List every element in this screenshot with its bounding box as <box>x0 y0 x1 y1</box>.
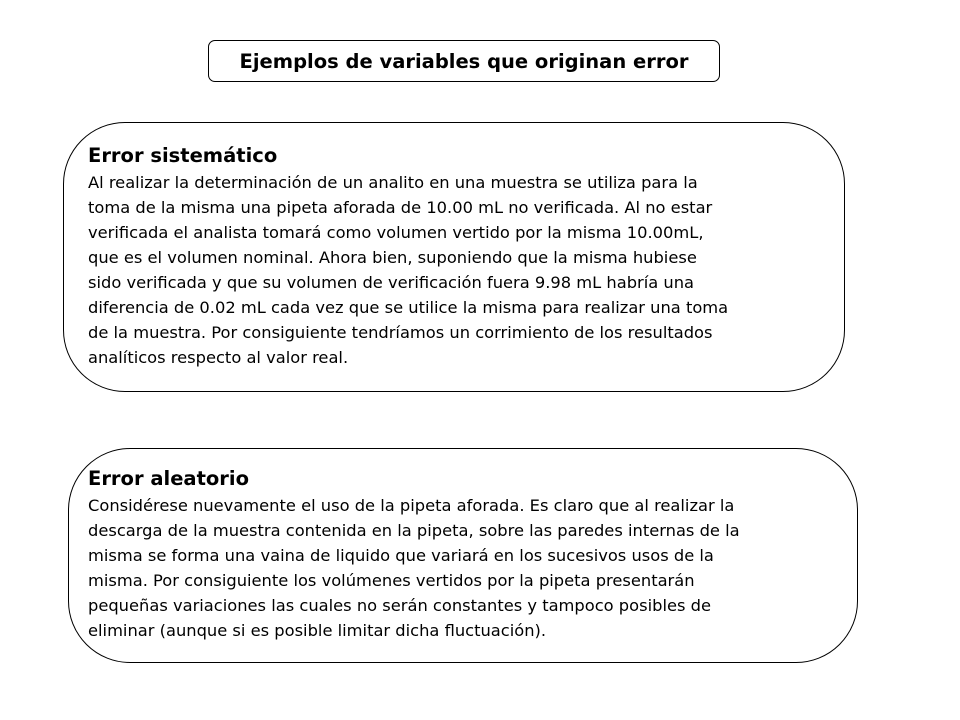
title-box <box>208 40 720 82</box>
systematic-error-line: toma de la misma una pipeta aforada de 10.00 mL no verificada. Al no estar <box>88 198 713 217</box>
random-error-line: pequeñas variaciones las cuales no serán constantes y tampoco posibles de <box>88 596 711 615</box>
random-error-line: eliminar (aunque si es posible limitar dicha fluctuación). <box>88 621 547 640</box>
random-error-line: descarga de la muestra contenida en la pipeta, sobre las paredes internas de la <box>88 521 740 540</box>
random-error-card <box>68 448 858 663</box>
systematic-error-line: que es el volumen nominal. Ahora bien, suponiendo que la misma hubiese <box>88 248 697 267</box>
random-error-line: Considérese nuevamente el uso de la pipeta aforada. Es claro que al realizar la <box>88 496 735 515</box>
systematic-error-card <box>63 122 845 392</box>
systematic-error-line: verificada el analista tomará como volumen vertido por la misma 10.00mL, <box>88 223 704 242</box>
systematic-error-line: Al realizar la determinación de un analito en una muestra se utiliza para la <box>88 173 698 192</box>
random-error-heading: Error aleatorio <box>88 467 249 490</box>
systematic-error-line: de la muestra. Por consiguiente tendríamos un corrimiento de los resultados <box>88 323 713 342</box>
systematic-error-line: analíticos respecto al valor real. <box>88 348 349 367</box>
systematic-error-line: diferencia de 0.02 mL cada vez que se utilice la misma para realizar una toma <box>88 298 729 317</box>
systematic-error-line: sido verificada y que su volumen de verificación fuera 9.98 mL habría una <box>88 273 695 292</box>
random-error-line: misma se forma una vaina de liquido que variará en los sucesivos usos de la <box>88 546 714 565</box>
page-title: Ejemplos de variables que originan error <box>239 49 689 73</box>
random-error-line: misma. Por consiguiente los volúmenes vertidos por la pipeta presentarán <box>88 571 695 590</box>
systematic-error-heading: Error sistemático <box>88 144 278 167</box>
